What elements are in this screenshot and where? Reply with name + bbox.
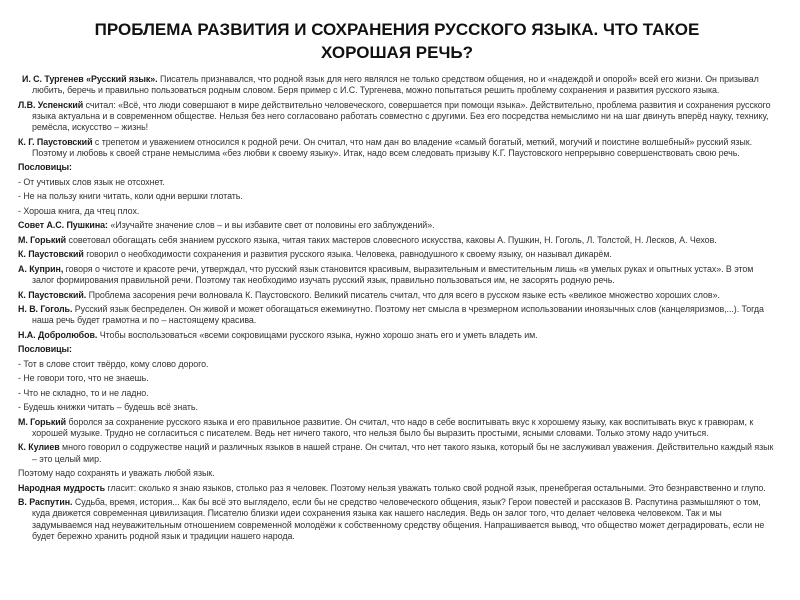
proverb-text: - Не на пользу книги читать, коли одни вершки глотать.: [18, 191, 243, 202]
author-name: К. Паустовский: [18, 249, 84, 260]
proverb-item: [18, 402, 776, 413]
paragraph: [18, 483, 776, 494]
section-heading: [18, 162, 776, 173]
paragraph-text: Поэтому надо сохранять и уважать любой язык.: [18, 468, 215, 479]
paragraph-text: много говорил о содружестве наций и различных языков в нашей стране. Он считал, что нет такого языка, который бы не заслуживал уважения. Действительно каждый язык – это целый мир.: [32, 442, 774, 464]
author-name: А. Куприн,: [18, 263, 64, 274]
paragraph-text: Судьба, время, история... Как бы всё это выглядело, если бы не средство человеческого общения, язык? Герои повестей и рассказов В. Распутина размышляют о том, куда движется современная цивилизация. Писателю близки идеи сохранения языка как нашего наследия. Ведь он залог того, что делает человека человеком. Так и мы задумываемся над неуважительным отношением современной молодёжи к собственному средству общения. Напрашивается вывод, что общество может деградировать, если не будет бережно хранить родной язык и традиции нашего народа.: [32, 497, 765, 541]
paragraph-text: считал: «Всё, что люди совершают в мире действительно человеческого, совершается при помощи языка». Действительно, проблема развития и сохранения русского языка актуальна и в современном обществе. Нельзя без него согласовано работать совместно с другими. Без его посредства немыслимо ни на шаг двинуть вперёд науку, технику, ремёсла, искусство – жизнь!: [32, 99, 771, 133]
proverb-item: [18, 388, 776, 399]
paragraph: [18, 497, 776, 542]
paragraph: [18, 220, 776, 231]
author-name: Н.А. Добролюбов.: [18, 329, 98, 340]
page-title: ПРОБЛЕМА РАЗВИТИЯ И СОХРАНЕНИЯ РУССКОГО ЯЗЫКА. ЧТО ТАКОЕ ХОРОШАЯ РЕЧЬ?: [94, 20, 700, 62]
proverbs-heading: Пословицы:: [18, 344, 72, 355]
paragraph-text: Писатель признавался, что родной язык для него являлся не только средством общения, но и «надеждой и опорой» всей его жизни. Он призывал любить, беречь и правильно пользоваться родным словом. Беря пример с И.С. Тургенева, можно попытаться решить проблему сохранения и развития русского языка.: [32, 74, 759, 96]
paragraph: [18, 468, 776, 479]
section-heading: [18, 344, 776, 355]
paragraph: [18, 290, 776, 301]
paragraph: [18, 235, 776, 246]
paragraph: [18, 417, 776, 439]
paragraph-text: Русский язык беспределен. Он живой и может обогащаться ежеминутно. Поэтому нет смысла в чрезмерном использовании иноязычных слов (канцеляризмов,...). Тогда наша речь будет грамотна и по – настоящему красива.: [32, 304, 764, 326]
paragraph-text: гласит: сколько я знаю языков, столько раз я человек. Поэтому нельзя уважать только свой родной язык, пренебрегая остальными. Это безнравственно и глупо.: [105, 482, 766, 493]
proverb-item: [18, 191, 776, 202]
paragraph-text: с трепетом и уважением относился к родной речи. Он считал, что нам дан во владение «самый богатый, меткий, могучий и поистине волшебный» русский язык. Поэтому и любовь к своей стране немыслима «без любви к своему языку». Итак, надо всем следовать призыву К.Г. Паустовского непрерывно совершенствовать свою речь.: [32, 136, 753, 158]
author-name: К. Кулиев: [18, 442, 60, 453]
proverb-item: [18, 206, 776, 217]
paragraph: [18, 264, 776, 286]
paragraph: [18, 74, 776, 96]
proverb-text: - Тот в слове стоит твёрдо, кому слово дорого.: [18, 358, 209, 369]
paragraph-text: «Изучайте значение слов – и вы избавите свет от половины его заблуждений».: [107, 220, 435, 231]
proverbs-heading: Пословицы:: [18, 162, 72, 173]
paragraph: [18, 304, 776, 326]
paragraph-text: Проблема засорения речи волновала К. Паустовского. Великий писатель считал, что для всего в русском языке есть «великое множество хороших слов».: [86, 289, 720, 300]
author-name: К. Г. Паустовский: [18, 136, 93, 147]
paragraph-text: советовал обогащать себя знанием русского языка, читая таких мастеров словесного искусства, каковы А. Пушкин, Н. Гоголь, Л. Толстой, Н. Лесков, А. Чехов.: [66, 234, 717, 245]
proverb-text: - Будешь книжки читать – будешь всё знать.: [18, 402, 198, 413]
author-name: Н. В. Гоголь.: [18, 304, 73, 315]
paragraph: [18, 137, 776, 159]
author-name: М. Горький: [18, 416, 67, 427]
paragraph-text: Чтобы воспользоваться «всеми сокровищами русского языка, нужно хорошо знать его и уметь владеть им.: [97, 329, 538, 340]
proverb-item: [18, 177, 776, 188]
author-name: В. Распутин.: [18, 497, 73, 508]
paragraph: [18, 249, 776, 260]
document-body: [18, 74, 776, 542]
author-name: М. Горький: [18, 234, 67, 245]
proverb-text: - Не говори того, что не знаешь.: [18, 373, 149, 384]
proverb-text: - От учтивых слов язык не отсохнет.: [18, 176, 165, 187]
author-name: Л.В. Успенский: [18, 99, 84, 110]
author-name: И. С. Тургенев «Русский язык».: [22, 74, 158, 84]
proverb-item: [18, 373, 776, 384]
paragraph: [18, 330, 776, 341]
paragraph-text: говоря о чистоте и красоте речи, утверждал, что русский язык становится красивым, выразительным и вместительным лишь «в умелых руках и опытных устах». В этом залог формирования правильной речи. Поэтому так необходимо изучать русский язык, правильно пользоваться им, не засорять родную речь.: [32, 263, 754, 286]
proverb-text: - Хороша книга, да чтец плох.: [18, 205, 140, 216]
author-name: Народная мудрость: [18, 482, 106, 493]
paragraph: [18, 100, 776, 134]
paragraph: [18, 442, 776, 464]
proverb-text: - Что не складно, то и не ладно.: [18, 387, 149, 398]
author-name: Совет А.С. Пушкина:: [18, 220, 108, 231]
paragraph-text: говорил о необходимости сохранения и развития русского языка. Человека, равнодушного к своему языку, он называл дикарём.: [83, 249, 612, 260]
author-name: К. Паустовский.: [18, 289, 87, 300]
proverb-item: [18, 359, 776, 370]
paragraph-text: боролся за сохранение русского языка и его правильное развитие. Он считал, что надо в себе воспитывать вкус к хорошему языку, как воспитывать вкус к гравюрам, к хорошей музыке. Трудно не согласиться с писателем. Ведь нет ничего такого, что нельзя было бы выразить простыми, ясными словами. Только этому надо учиться.: [32, 416, 754, 438]
